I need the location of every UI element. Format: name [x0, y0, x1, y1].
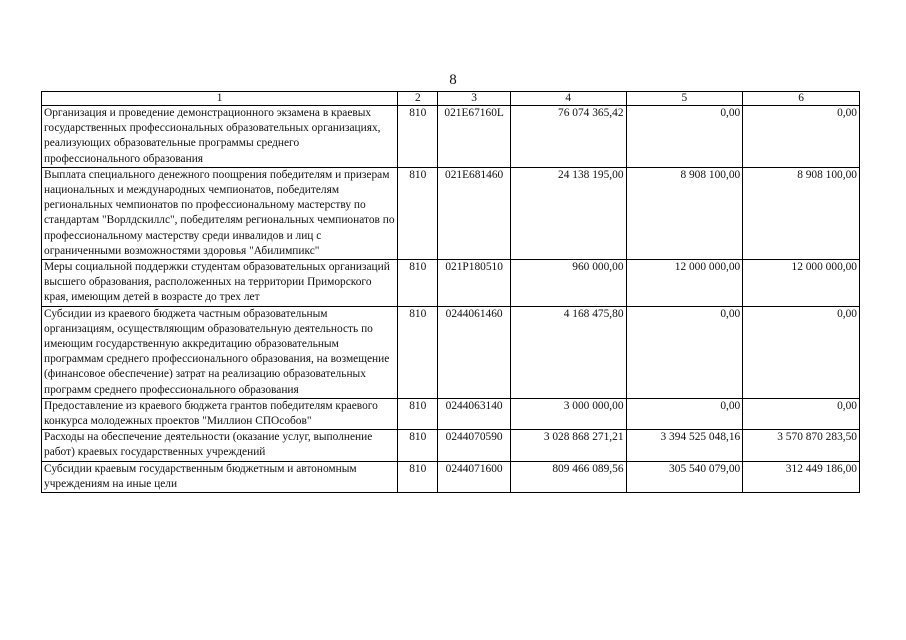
column-header: 6	[743, 92, 860, 106]
column-header: 1	[42, 92, 398, 106]
amount-col4: 3 028 868 271,21	[510, 430, 626, 461]
row-description: Расходы на обеспечение деятельности (оказание услуг, выполнение работ) краевых государственных учреждений	[42, 430, 398, 461]
table-row	[42, 167, 860, 259]
amount-col5: 12 000 000,00	[626, 260, 743, 307]
target-article-code: 021E681460	[438, 167, 510, 259]
amount-col5: 0,00	[626, 398, 743, 429]
table-row	[42, 398, 860, 429]
amount-col5: 8 908 100,00	[626, 167, 743, 259]
ministry-code: 810	[398, 430, 438, 461]
amount-col4: 809 466 089,56	[510, 461, 626, 492]
row-description: Предоставление из краевого бюджета грантов победителям краевого конкурса молодежных проектов "Миллион СПОсобов"	[42, 398, 398, 429]
ministry-code: 810	[398, 306, 438, 398]
amount-col5: 3 394 525 048,16	[626, 430, 743, 461]
row-description: Субсидии из краевого бюджета частным образовательным организациям, осуществляющим образовательную деятельность по имеющим государственную аккредитацию образовательным программам среднего профессионального образования, на возмещение (финансовое обеспечение) затрат на реализацию образовательных программ среднего профессионального образования	[42, 306, 398, 398]
budget-table	[41, 91, 860, 493]
amount-col6: 12 000 000,00	[743, 260, 860, 307]
column-header: 4	[510, 92, 626, 106]
amount-col6: 312 449 186,00	[743, 461, 860, 492]
amount-col6: 0,00	[743, 106, 860, 168]
target-article-code: 021E67160L	[438, 106, 510, 168]
row-description: Субсидии краевым государственным бюджетным и автономным учреждениям на иные цели	[42, 461, 398, 492]
table-row	[42, 461, 860, 492]
ministry-code: 810	[398, 398, 438, 429]
amount-col4: 960 000,00	[510, 260, 626, 307]
target-article-code: 0244071600	[438, 461, 510, 492]
amount-col4: 24 138 195,00	[510, 167, 626, 259]
row-description: Выплата специального денежного поощрения победителям и призерам национальных и международных чемпионатов, победителям региональных чемпионатов по профессиональному мастерству по стандартам "Ворлдскиллс", победителям региональных чемпионатов по профессиональному мастерству среди инвалидов и лиц с ограниченными возможностями здоровья "Абилимпикс"	[42, 167, 398, 259]
ministry-code: 810	[398, 167, 438, 259]
amount-col5: 0,00	[626, 106, 743, 168]
amount-col5: 0,00	[626, 306, 743, 398]
table-row	[42, 260, 860, 307]
target-article-code: 0244070590	[438, 430, 510, 461]
ministry-code: 810	[398, 461, 438, 492]
amount-col6: 0,00	[743, 398, 860, 429]
amount-col6: 3 570 870 283,50	[743, 430, 860, 461]
amount-col4: 4 168 475,80	[510, 306, 626, 398]
table-row	[42, 106, 860, 168]
amount-col6: 8 908 100,00	[743, 167, 860, 259]
table-row	[42, 430, 860, 461]
target-article-code: 021Р180510	[438, 260, 510, 307]
row-description: Организация и проведение демонстрационного экзамена в краевых государственных профессиональных образовательных организациях, реализующих образовательные программы среднего профессионального образования	[42, 106, 398, 168]
amount-col4: 3 000 000,00	[510, 398, 626, 429]
ministry-code: 810	[398, 106, 438, 168]
target-article-code: 0244061460	[438, 306, 510, 398]
column-header: 5	[626, 92, 743, 106]
amount-col5: 305 540 079,00	[626, 461, 743, 492]
table-row	[42, 306, 860, 398]
amount-col6: 0,00	[743, 306, 860, 398]
page-number: 8	[449, 72, 457, 88]
target-article-code: 0244063140	[438, 398, 510, 429]
column-header: 2	[398, 92, 438, 106]
header-row	[42, 92, 860, 106]
amount-col4: 76 074 365,42	[510, 106, 626, 168]
ministry-code: 810	[398, 260, 438, 307]
row-description: Меры социальной поддержки студентам образовательных организаций высшего образования, расположенных на территории Приморского края, имеющим детей в возрасте до трех лет	[42, 260, 398, 307]
column-header: 3	[438, 92, 510, 106]
